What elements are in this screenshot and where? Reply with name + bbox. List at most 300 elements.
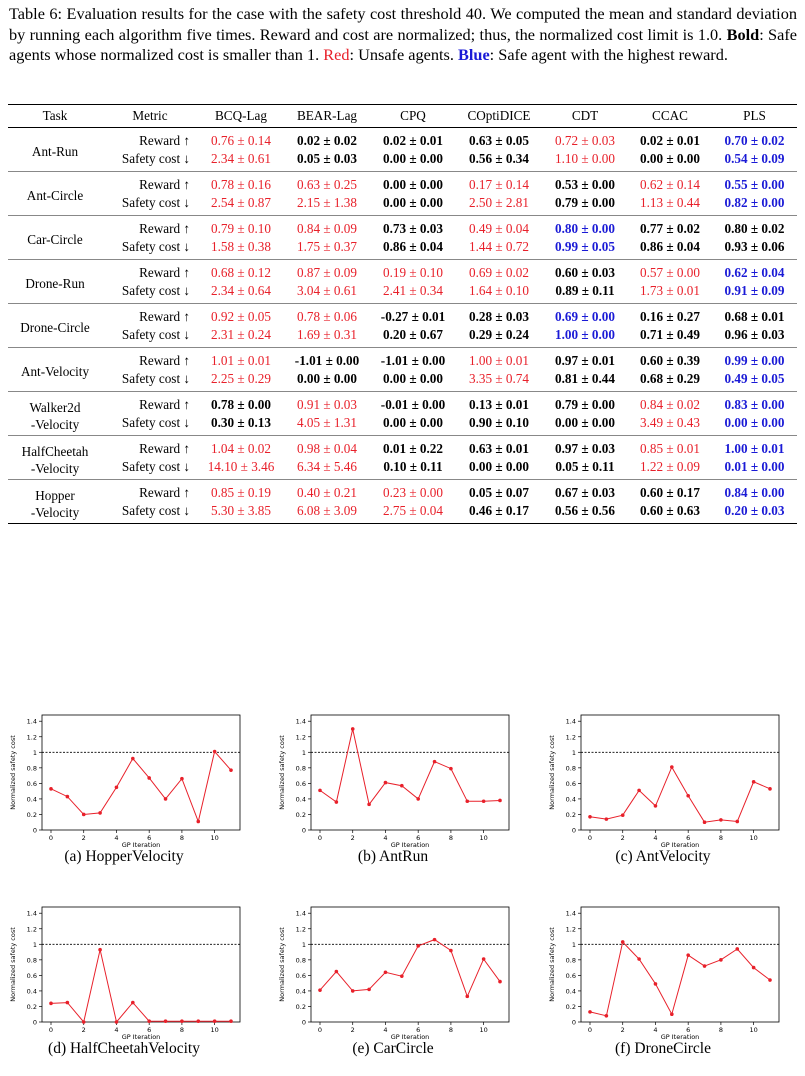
metric-cell: Safety cost ↓ [102,414,198,436]
data-point [498,799,502,803]
task-cell: Drone-Run [8,260,102,304]
value-cell: 0.00 ± 0.00 [712,414,797,436]
value-cell: 0.23 ± 0.00 [383,485,443,500]
value-cell: -1.01 ± 0.00 [294,353,360,368]
value-cell: 0.63 ± 0.01 [469,441,529,456]
data-point [621,813,625,817]
y-axis-label: Normalized safety cost [548,927,556,1002]
value-cell: 0.02 ± 0.02 [297,133,357,148]
value-cell: 0.60 ± 0.17 [640,485,700,500]
data-point [400,974,404,978]
y-tick-label: 0 [571,1018,576,1027]
y-axis-label: Normalized safety cost [9,735,17,810]
value-cell: 0.89 ± 0.11 [542,282,628,304]
value-cell: 0.02 ± 0.01 [383,133,443,148]
value-cell: 2.54 ± 0.87 [198,194,284,216]
value-cell: 0.97 ± 0.01 [555,353,615,368]
chart-a [4,705,244,865]
column-header: Task [8,105,102,128]
value-cell: 0.68 ± 0.01 [724,309,785,324]
y-tick-label: 0.6 [565,971,576,980]
value-cell: 0.00 ± 0.00 [370,150,456,172]
value-cell: 0.93 ± 0.06 [712,238,797,260]
task-cell: Hopper -Velocity [8,480,102,524]
data-point [82,1020,86,1024]
value-cell: 0.05 ± 0.11 [542,458,628,480]
value-cell: 0.60 ± 0.03 [555,265,615,280]
value-cell: 0.49 ± 0.05 [712,370,797,392]
subcaption-e: (e) CarCircle [352,1040,434,1057]
value-cell: 0.99 ± 0.00 [724,353,785,368]
task-cell: Ant-Velocity [8,348,102,392]
value-cell: 2.15 ± 1.38 [284,194,370,216]
caption-text-1: Evaluation results for the case with the safety cost threshold 40. We computed the mean and standard deviation by running each algorithm five times. Reward and cost are normalized; thus, the normalized cost limit is 1.0. [9,4,797,44]
value-cell: 0.00 ± 0.00 [542,414,628,436]
data-point [196,1019,200,1023]
y-tick-label: 1.2 [565,925,576,934]
value-cell: 0.78 ± 0.16 [211,177,271,192]
data-point [384,781,388,785]
metric-cell: Reward ↑ [139,177,190,192]
value-cell: 0.86 ± 0.04 [628,238,712,260]
x-tick-label: 4 [383,1026,388,1034]
value-cell: 2.25 ± 0.29 [198,370,284,392]
data-point [416,944,420,948]
y-tick-label: 1 [571,748,576,757]
value-cell: 1.44 ± 0.72 [456,238,542,260]
x-tick-label: 0 [587,1026,593,1034]
figure-d [4,897,244,1057]
value-cell: 0.90 ± 0.10 [456,414,542,436]
data-point [588,1010,592,1014]
value-cell: 0.97 ± 0.03 [555,441,615,456]
plot-frame [581,907,779,1022]
y-tick-label: 1.2 [26,733,37,742]
data-point [335,800,339,804]
value-cell: 0.80 ± 0.02 [724,221,785,236]
data-point [449,949,453,953]
value-cell: 0.77 ± 0.02 [640,221,700,236]
x-tick-label: 6 [147,1026,152,1034]
metric-cell: Reward ↑ [139,441,190,456]
y-tick-label: 0.2 [26,1002,37,1011]
value-cell: 1.58 ± 0.38 [198,238,284,260]
y-tick-label: 0.6 [26,779,37,788]
value-cell: 0.70 ± 0.02 [724,133,785,148]
value-cell: 0.92 ± 0.05 [211,309,271,324]
subcaption-d: (d) HalfCheetahVelocity [48,1040,200,1057]
value-cell: 0.91 ± 0.03 [297,397,357,412]
data-point [318,789,322,793]
x-tick-label: 8 [718,1026,723,1034]
data-point [752,780,756,784]
data-point [768,787,772,791]
column-header: CDT [542,105,628,128]
value-cell: 0.82 ± 0.00 [712,194,797,216]
column-header: BEAR-Lag [284,105,370,128]
value-cell: 0.20 ± 0.03 [712,502,797,524]
data-point [147,776,151,780]
plot-frame [581,715,779,830]
data-point [318,988,322,992]
x-tick-label: 10 [210,1026,219,1034]
value-cell: 0.98 ± 0.04 [297,441,357,456]
y-tick-label: 0.8 [295,764,306,773]
y-tick-label: 1.4 [295,909,306,918]
value-cell: 0.62 ± 0.04 [724,265,785,280]
value-cell: 0.63 ± 0.25 [297,177,357,192]
chart-f [543,897,783,1057]
y-tick-label: 0.2 [565,1002,576,1011]
plot-frame [42,715,240,830]
value-cell: 0.99 ± 0.05 [542,238,628,260]
value-cell: 0.01 ± 0.00 [712,458,797,480]
value-cell: 6.34 ± 5.46 [284,458,370,480]
y-tick-label: 1.4 [565,909,576,918]
value-cell: 0.78 ± 0.06 [297,309,357,324]
task-cell: Drone-Circle [8,304,102,348]
figure-e [273,897,513,1057]
y-tick-label: 0.6 [565,779,576,788]
y-tick-label: 0.4 [565,795,576,804]
data-point [367,803,371,807]
x-tick-label: 6 [686,1026,691,1034]
value-cell: 0.68 ± 0.29 [628,370,712,392]
value-cell: 0.53 ± 0.00 [555,177,615,192]
data-point [735,947,739,951]
value-cell: 1.10 ± 0.00 [542,150,628,172]
series-line [590,767,770,822]
y-tick-label: 0.4 [565,987,576,996]
y-tick-label: 0.2 [565,810,576,819]
y-axis-label: Normalized safety cost [548,735,556,810]
value-cell: 0.40 ± 0.21 [297,485,357,500]
table-header-row [8,105,797,128]
y-tick-label: 0.8 [26,764,37,773]
y-axis-label: Normalized safety cost [278,927,286,1002]
y-tick-label: 0 [301,826,306,835]
x-tick-label: 8 [448,834,453,842]
data-point [719,818,723,822]
value-cell: 0.86 ± 0.04 [370,238,456,260]
value-cell: 0.71 ± 0.49 [628,326,712,348]
y-tick-label: 0.2 [295,810,306,819]
y-tick-label: 0.6 [295,779,306,788]
y-tick-label: 1 [32,748,37,757]
value-cell: 2.75 ± 0.04 [370,502,456,524]
value-cell: 0.29 ± 0.24 [456,326,542,348]
value-cell: 0.68 ± 0.12 [211,265,271,280]
data-point [351,727,355,731]
y-tick-label: 0.6 [26,971,37,980]
value-cell: 0.17 ± 0.14 [469,177,529,192]
value-cell: 0.76 ± 0.14 [211,133,271,148]
value-cell: 1.00 ± 0.00 [542,326,628,348]
data-point [196,820,200,824]
x-tick-label: 2 [620,1026,625,1034]
x-tick-label: 0 [587,834,593,842]
y-tick-label: 0.8 [26,956,37,965]
task-cell: Ant-Run [8,128,102,172]
series-line [51,950,231,1022]
plot-frame [311,715,509,830]
y-tick-label: 0.4 [26,795,37,804]
x-tick-label: 2 [350,834,355,842]
data-point [164,1019,168,1023]
metric-cell: Reward ↑ [139,397,190,412]
data-point [351,989,355,993]
y-tick-label: 0.2 [26,810,37,819]
value-cell: 1.01 ± 0.01 [211,353,271,368]
y-tick-label: 1.4 [26,717,37,726]
data-point [605,817,609,821]
data-point [686,794,690,798]
data-point [670,1012,674,1016]
metric-cell: Reward ↑ [139,485,190,500]
table-row [8,326,797,348]
value-cell: 3.04 ± 0.61 [284,282,370,304]
column-header: COptiDICE [456,105,542,128]
x-tick-label: 6 [686,834,691,842]
x-axis-label: GP Iteration [660,841,700,849]
value-cell: 0.00 ± 0.00 [383,177,443,192]
data-point [98,948,102,952]
x-tick-label: 6 [416,1026,421,1034]
data-point [180,777,184,781]
data-point [433,938,437,942]
value-cell: 0.69 ± 0.00 [555,309,615,324]
value-cell: 0.56 ± 0.34 [456,150,542,172]
data-point [164,797,168,801]
results-table [8,104,797,524]
value-cell: 0.79 ± 0.00 [555,397,615,412]
value-cell: 0.69 ± 0.02 [469,265,529,280]
x-tick-label: 2 [81,834,86,842]
subcaption-f: (f) DroneCircle [615,1040,711,1057]
value-cell: 0.79 ± 0.00 [542,194,628,216]
data-point [637,957,641,961]
x-tick-label: 8 [448,1026,453,1034]
table-row [8,348,797,371]
data-point [82,813,86,817]
value-cell: 0.30 ± 0.13 [198,414,284,436]
column-header: BCQ-Lag [198,105,284,128]
value-cell: 0.84 ± 0.00 [724,485,785,500]
x-tick-label: 10 [749,834,758,842]
data-point [605,1014,609,1018]
y-tick-label: 1 [301,940,306,949]
data-point [229,1019,233,1023]
value-cell: 0.63 ± 0.05 [469,133,529,148]
value-cell: 0.01 ± 0.22 [383,441,443,456]
y-axis-label: Normalized safety cost [278,735,286,810]
series-line [320,729,500,804]
metric-cell: Reward ↑ [139,353,190,368]
y-tick-label: 0 [32,1018,37,1027]
value-cell: 0.91 ± 0.09 [712,282,797,304]
value-cell: 1.00 ± 0.01 [724,441,785,456]
value-cell: 0.10 ± 0.11 [370,458,456,480]
y-tick-label: 0 [571,826,576,835]
metric-cell: Safety cost ↓ [102,238,198,260]
data-point [367,988,371,992]
value-cell: 0.28 ± 0.03 [469,309,529,324]
y-tick-label: 1.4 [295,717,306,726]
value-cell: 2.34 ± 0.64 [198,282,284,304]
caption-text-3: : Unsafe agents. [349,45,458,64]
y-tick-label: 0.4 [295,795,306,804]
value-cell: 2.34 ± 0.61 [198,150,284,172]
caption-blue-word: Blue [458,45,490,64]
x-tick-label: 10 [749,1026,758,1034]
data-point [449,767,453,771]
value-cell: 0.00 ± 0.00 [284,370,370,392]
table-row [8,436,797,459]
data-point [66,795,70,799]
x-tick-label: 6 [147,834,152,842]
table-row [8,282,797,304]
x-tick-label: 0 [317,834,323,842]
y-tick-label: 0.8 [565,956,576,965]
value-cell: 0.16 ± 0.27 [640,309,700,324]
data-point [768,978,772,982]
x-tick-label: 8 [179,834,184,842]
metric-cell: Safety cost ↓ [102,150,198,172]
table-row [8,172,797,195]
y-tick-label: 1 [301,748,306,757]
y-tick-label: 1 [32,940,37,949]
caption-label: Table 6: [9,4,63,23]
metric-cell: Safety cost ↓ [102,502,198,524]
x-tick-label: 2 [620,834,625,842]
value-cell: 0.05 ± 0.07 [469,485,529,500]
y-tick-label: 0.8 [565,764,576,773]
data-point [416,797,420,801]
value-cell: 0.96 ± 0.03 [712,326,797,348]
value-cell: 4.05 ± 1.31 [284,414,370,436]
value-cell: -1.01 ± 0.00 [380,353,446,368]
y-tick-label: 1.2 [26,925,37,934]
metric-cell: Safety cost ↓ [102,194,198,216]
x-tick-label: 4 [114,1026,119,1034]
y-tick-label: 1.2 [565,733,576,742]
value-cell: 14.10 ± 3.46 [198,458,284,480]
figure-b [273,705,513,865]
x-tick-label: 4 [114,834,119,842]
task-cell: HalfCheetah -Velocity [8,436,102,480]
data-point [384,970,388,974]
metric-cell: Reward ↑ [139,265,190,280]
table-body [8,128,797,524]
x-tick-label: 10 [479,1026,488,1034]
y-tick-label: 0.2 [295,1002,306,1011]
x-axis-label: GP Iteration [660,1033,700,1041]
value-cell: 0.49 ± 0.04 [469,221,529,236]
metric-cell: Reward ↑ [139,133,190,148]
value-cell: 2.41 ± 0.34 [370,282,456,304]
value-cell: 0.20 ± 0.67 [370,326,456,348]
data-point [433,760,437,764]
value-cell: 2.31 ± 0.24 [198,326,284,348]
metric-cell: Safety cost ↓ [102,326,198,348]
y-tick-label: 1.2 [295,925,306,934]
column-header: PLS [712,105,797,128]
data-point [49,787,53,791]
table-row [8,370,797,392]
x-tick-label: 4 [653,1026,658,1034]
data-point [588,815,592,819]
data-point [735,820,739,824]
plot-frame [311,907,509,1022]
x-tick-label: 8 [179,1026,184,1034]
y-tick-label: 1.2 [295,733,306,742]
figure-f [543,897,783,1057]
value-cell: 0.78 ± 0.00 [211,397,271,412]
value-cell: 0.13 ± 0.01 [469,397,529,412]
x-tick-label: 2 [350,1026,355,1034]
caption-text-2: : Safe agents whose normalized cost is smaller than 1. [9,24,797,64]
x-axis-label: GP Iteration [121,841,161,849]
value-cell: 0.62 ± 0.14 [640,177,700,192]
data-point [686,953,690,957]
table-row [8,304,797,327]
data-point [482,799,486,803]
value-cell: 0.72 ± 0.03 [555,133,615,148]
value-cell: 1.69 ± 0.31 [284,326,370,348]
series-line [51,752,231,822]
value-cell: 0.60 ± 0.63 [628,502,712,524]
data-point [498,980,502,984]
value-cell: 3.35 ± 0.74 [456,370,542,392]
value-cell: 1.22 ± 0.09 [628,458,712,480]
value-cell: 2.50 ± 2.81 [456,194,542,216]
x-tick-label: 0 [317,1026,323,1034]
value-cell: 3.49 ± 0.43 [628,414,712,436]
data-point [465,799,469,803]
table-row [8,458,797,480]
data-point [654,804,658,808]
x-tick-label: 10 [479,834,488,842]
value-cell: 1.04 ± 0.02 [211,441,271,456]
table-row [8,238,797,260]
data-point [213,750,217,754]
subcaption-a: (a) HopperVelocity [64,848,184,865]
y-tick-label: 0.4 [26,987,37,996]
value-cell: 0.00 ± 0.00 [456,458,542,480]
data-point [703,820,707,824]
value-cell: 1.75 ± 0.37 [284,238,370,260]
data-point [335,970,339,974]
y-tick-label: 1.4 [565,717,576,726]
data-point [131,1001,135,1005]
value-cell: 0.73 ± 0.03 [383,221,443,236]
value-cell: 0.46 ± 0.17 [456,502,542,524]
x-tick-label: 8 [718,834,723,842]
x-tick-label: 4 [383,834,388,842]
subcaption-c: (c) AntVelocity [615,848,711,865]
metric-cell: Safety cost ↓ [102,370,198,392]
value-cell: 0.81 ± 0.44 [542,370,628,392]
subcaption-b: (b) AntRun [357,848,429,865]
chart-c [543,705,783,865]
value-cell: 0.85 ± 0.01 [640,441,700,456]
y-tick-label: 0.4 [295,987,306,996]
figure-c [543,705,783,865]
plot-frame [42,907,240,1022]
data-point [703,964,707,968]
data-point [66,1001,70,1005]
data-point [213,1019,217,1023]
